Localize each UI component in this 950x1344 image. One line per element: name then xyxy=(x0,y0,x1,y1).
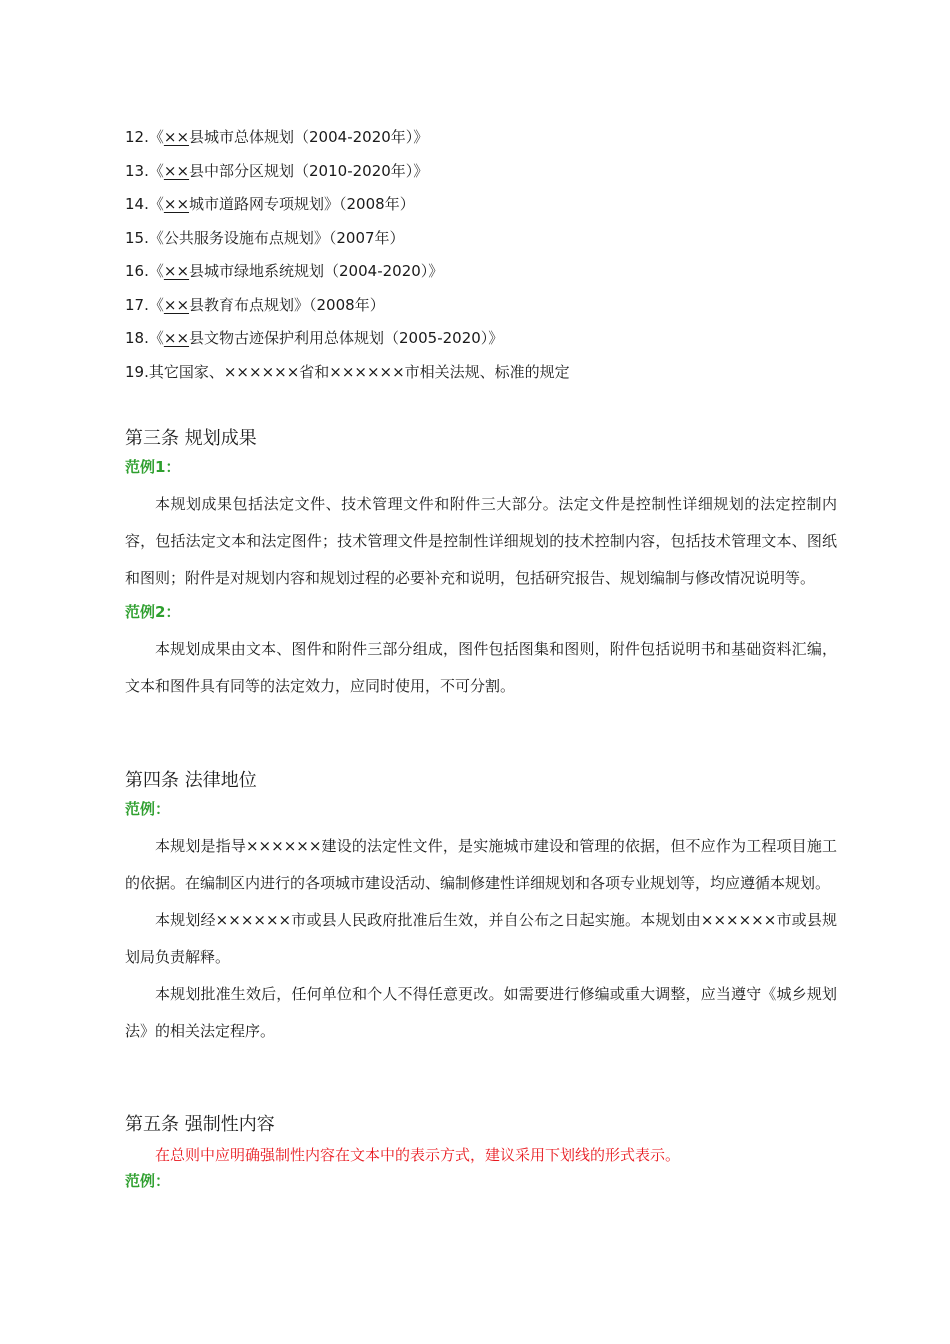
reference-open-bracket: 《 xyxy=(148,228,164,247)
reference-title: 其它国家、××××××省和××××××市相关法规、标准的规定 xyxy=(148,362,570,381)
article-4-heading: 第四条 法律地位 xyxy=(125,770,257,791)
example-2-label: 范例2： xyxy=(125,603,181,621)
reference-number: 16. xyxy=(125,262,149,280)
reference-item-19 xyxy=(125,359,845,393)
reference-item-15 xyxy=(125,225,845,259)
article-4-paragraph-1: 本规划是指导××××××建设的法定性文件，是实施城市建设和管理的依据，但不应作为工程项目施工的依据。在编制区内进行的各项城市建设活动、编制修建性详细规划和各项专业规划等，均应遵循本规划。 xyxy=(125,837,837,892)
reference-item-13 xyxy=(125,158,845,192)
reference-placeholder: ×× xyxy=(163,161,190,180)
reference-open-bracket: 《 xyxy=(148,195,164,213)
reference-item-14 xyxy=(125,191,845,225)
reference-title: 县中部分区规划（2010-2020年）》 xyxy=(189,161,429,180)
reference-open-bracket: 《 xyxy=(148,295,164,314)
article-4-paragraph-3: 本规划批准生效后，任何单位和个人不得任意更改。如需要进行修编或重大调整，应当遵守《城乡规划法》的相关法定程序。 xyxy=(125,985,837,1040)
reference-number: 18. xyxy=(125,329,149,347)
article-3-section xyxy=(125,426,837,705)
reference-number: 12. xyxy=(125,128,149,146)
reference-title: 公共服务设施布点规划》（2007年） xyxy=(163,228,405,247)
instruction-note: 在总则中应明确强制性内容在文本中的表示方式，建议采用下划线的形式表示。 xyxy=(155,1146,681,1164)
reference-open-bracket: 《 xyxy=(148,262,164,280)
reference-placeholder: ×× xyxy=(163,329,190,347)
reference-title: 城市道路网专项规划》（2008年） xyxy=(189,195,415,213)
reference-title: 县文物古迹保护利用总体规划（2005-2020）》 xyxy=(189,329,504,347)
reference-item-17 xyxy=(125,292,845,326)
reference-item-18 xyxy=(125,325,845,359)
example-label: 范例： xyxy=(125,800,171,818)
reference-title: 县城市绿地系统规划（2004-2020）》 xyxy=(189,262,444,280)
article-5-heading: 第五条 强制性内容 xyxy=(125,1114,275,1135)
reference-placeholder: ×× xyxy=(163,295,190,314)
reference-title: 县教育布点规划》（2008年） xyxy=(189,295,385,314)
reference-item-12 xyxy=(125,124,845,158)
reference-placeholder: ×× xyxy=(163,128,190,146)
reference-title: 县城市总体规划（2004-2020年）》 xyxy=(189,128,429,146)
reference-list xyxy=(125,124,845,392)
article-5-section xyxy=(125,1112,837,1200)
reference-number: 13. xyxy=(125,161,149,180)
article-3-heading: 第三条 规划成果 xyxy=(125,428,257,449)
example-2-paragraph: 本规划成果由文本、图件和附件三部分组成，图件包括图集和图则，附件包括说明书和基础资料汇编，文本和图件具有同等的法定效力，应同时使用，不可分割。 xyxy=(125,640,837,695)
article-4-section xyxy=(125,768,837,1050)
reference-number: 14. xyxy=(125,195,149,213)
reference-number: 19. xyxy=(125,362,149,381)
example-1-label: 范例1： xyxy=(125,458,181,476)
reference-number: 17. xyxy=(125,295,149,314)
reference-number: 15. xyxy=(125,228,149,247)
reference-open-bracket: 《 xyxy=(148,161,164,180)
example-label: 范例： xyxy=(125,1172,171,1190)
reference-placeholder: ×× xyxy=(163,262,190,280)
article-4-paragraph-2: 本规划经××××××市或县人民政府批准后生效，并自公布之日起实施。本规划由××××××市或县规划局负责解释。 xyxy=(125,911,837,966)
reference-open-bracket: 《 xyxy=(148,329,164,347)
example-1-paragraph: 本规划成果包括法定文件、技术管理文件和附件三大部分。法定文件是控制性详细规划的法定控制内容，包括法定文本和法定图件；技术管理文件是控制性详细规划的技术控制内容，包括技术管理文本、图纸和图则；附件是对规划内容和规划过程的必要补充和说明，包括研究报告、规划编制与修改情况说明等。 xyxy=(125,495,837,587)
reference-open-bracket: 《 xyxy=(148,128,164,146)
reference-placeholder: ×× xyxy=(163,195,190,213)
reference-item-16 xyxy=(125,258,845,292)
